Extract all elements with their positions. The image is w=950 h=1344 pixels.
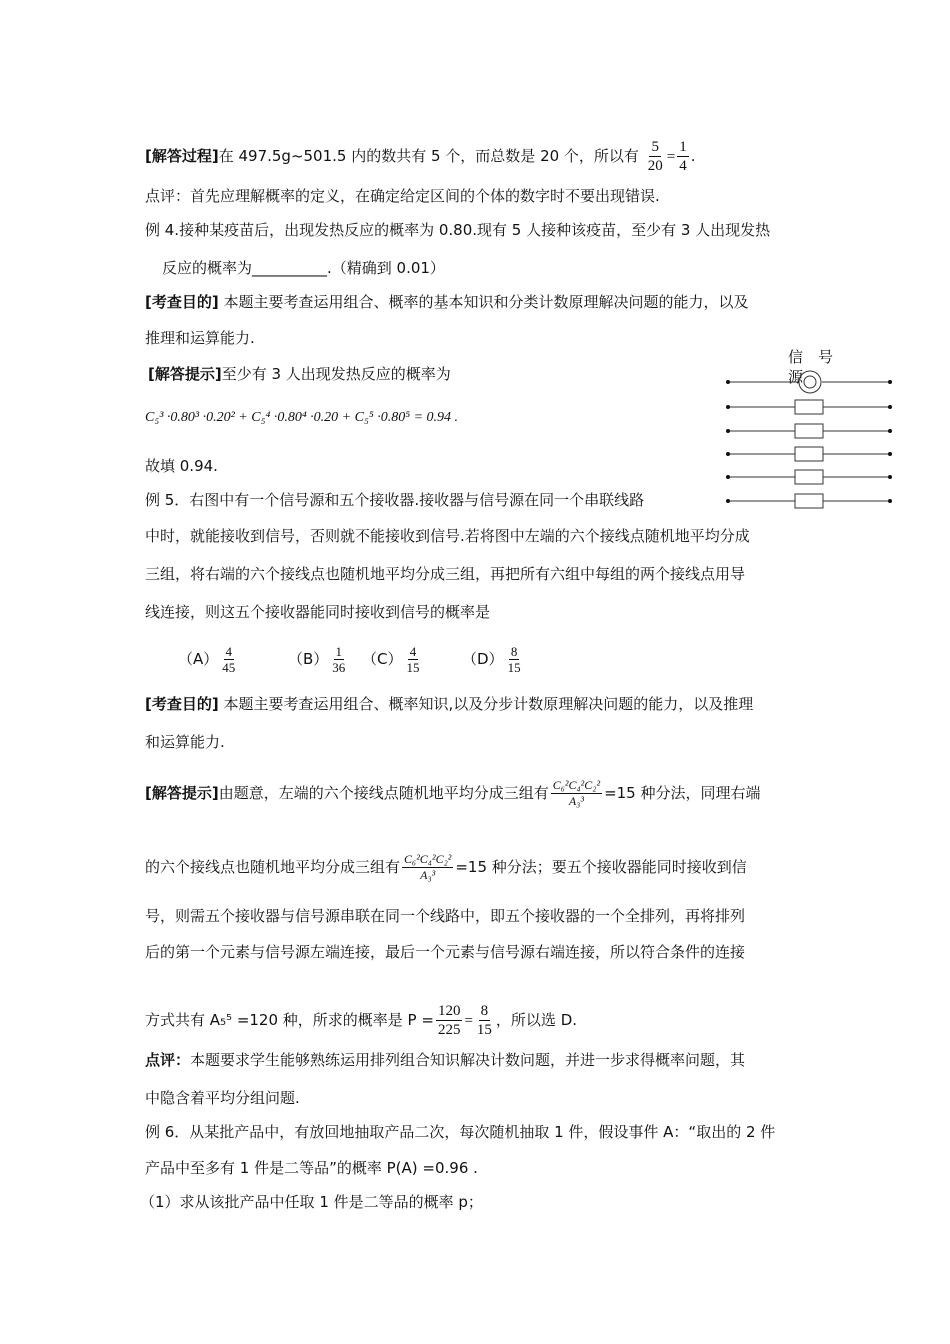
option-a-fraction: $\frac{4}{45}$: [222, 644, 236, 675]
diagram-label-hao: 号: [818, 348, 834, 366]
solution-text: 在 497.5g~501.5 内的数共有 5 个，而总数是 20 个，所以有: [218, 147, 639, 165]
comment-1: 点评：首先应理解概率的定义，在确定给定区间的个体的数字时不要出现错误.: [145, 187, 660, 205]
solution-line: [解答过程]在 497.5g~501.5 内的数共有 5 个，而总数是 20 个，所以有 $\frac{5}{20}$ = $\frac{1}{4}$ .: [145, 139, 696, 174]
receiver-box: [795, 447, 823, 461]
example4-line1: 例 4.接种某疫苗后，出现发热反应的概率为 0.80.现有 5 人接种该疫苗，至少有 3 人出现发热: [145, 221, 771, 239]
option-a: （A） $\frac{4}{45}$: [178, 644, 236, 675]
example6-line3: （1）求从该批产品中任取 1 件是二等品的概率 p；: [140, 1193, 483, 1211]
option-d-fraction: $\frac{8}{15}$: [507, 644, 521, 675]
example4-formula: C₅³ ·0.80³ ·0.20² + C₅⁴ ·0.80⁴ ·0.20 + C₅⁵ ·0.80⁵ = 0.94 .: [145, 410, 459, 425]
option-c-fraction: $\frac{4}{15}$: [406, 644, 420, 675]
example5-hint-2: 的六个接线点也随机地平均分成三组有 $\frac{\text{C₆²C₄²C₂²}}{\text{A₃³}}$ =15 种分法；要五个接收器能同时接收到信: [145, 852, 747, 882]
signal-source-icon: [799, 371, 821, 393]
comment-2-line2: 中隐含着平均分组问题.: [145, 1089, 300, 1107]
fraction-1-4: $\frac{1}{4}$: [679, 139, 687, 174]
prob-fraction-2: $\frac{8}{15}$: [476, 1003, 492, 1038]
example4-purpose: [考查目的] 本题主要考查运用组合、概率的基本知识和分类计数原理解决问题的能力，以及: [145, 293, 749, 311]
option-d: （D） $\frac{8}{15}$: [462, 644, 521, 675]
fraction-5-20: $\frac{5}{20}$: [647, 139, 663, 174]
prob-fraction-1: $\frac{120}{225}$: [437, 1003, 461, 1038]
example4-purpose-2: 推理和运算能力.: [145, 329, 255, 347]
example6-line1: 例 6．从某批产品中，有放回地抽取产品二次，每次随机抽取 1 件，假设事件 A：“取出的 2 件: [145, 1123, 776, 1141]
receiver-box: [795, 494, 823, 508]
terminal-point: [888, 380, 892, 384]
example5-hint-3: 号，则需五个接收器与信号源串联在同一个线路中，即五个接收器的一个全排列，再将排列: [145, 907, 746, 925]
diagram-label-yuan: 源: [788, 368, 804, 386]
example5-line4: 线连接，则这五个接收器能同时接收到信号的概率是: [145, 603, 491, 621]
example5-line1: 例 5．右图中有一个信号源和五个接收器.接收器与信号源在同一个串联线路: [145, 491, 645, 509]
diagram-label-xin: 信: [788, 348, 804, 366]
example5-purpose-2: 和运算能力.: [145, 733, 225, 751]
option-b: （B） $\frac{1}{36}$: [288, 644, 346, 675]
example5-line2: 中时，就能接收到信号，否则就不能接收到信号.若将图中左端的六个接线点随机地平均分成: [145, 527, 750, 545]
example6-line2: 产品中至多有 1 件是二等品”的概率 P(A) =0.96 .: [145, 1159, 478, 1177]
example4-line2: 反应的概率为__________.（精确到 0.01）: [162, 259, 445, 277]
option-c: （C） $\frac{4}{15}$: [362, 644, 420, 675]
receiver-box: [795, 400, 823, 414]
solution-label: [解答过程]: [145, 147, 219, 165]
option-b-fraction: $\frac{1}{36}$: [332, 644, 346, 675]
example4-answer: 故填 0.94.: [145, 457, 218, 475]
example5-line3: 三组，将右端的六个接线点也随机地平均分成三组，再把所有六组中每组的两个接线点用导: [145, 565, 746, 583]
diagram-lines: [720, 340, 900, 520]
example5-hint-1: [解答提示]由题意，左端的六个接线点随机地平均分成三组有 $\frac{\text{C₆²C₄²C₂²}}{\text{A₃³}}$ =15 种分法，同理右端: [145, 778, 761, 808]
example5-purpose: [考查目的] 本题主要考查运用组合、概率知识,以及分步计数原理解决问题的能力，以及推理: [145, 695, 754, 713]
comment-2: 点评：本题要求学生能够熟练运用排列组合知识解决计数问题，并进一步求得概率问题，其: [145, 1051, 746, 1069]
terminal-point: [726, 380, 730, 384]
receiver-box: [795, 424, 823, 438]
receiver-box: [795, 470, 823, 484]
example4-hint: [解答提示]至少有 3 人出现发热反应的概率为: [148, 365, 451, 383]
example5-hint-4: 后的第一个元素与信号源左端连接，最后一个元素与信号源右端连接，所以符合条件的连接: [145, 943, 746, 961]
signal-circuit-diagram: [720, 340, 900, 520]
example5-hint-5: 方式共有 A₅⁵ =120 种，所求的概率是 P = $\frac{120}{225}$ = $\frac{8}{15}$ ，所以选 D.: [145, 1003, 578, 1038]
comb-fraction-1: $\frac{\text{C₆²C₄²C₂²}}{\text{A₃³}}$: [552, 778, 601, 808]
comb-fraction-2: $\frac{\text{C₆²C₄²C₂²}}{\text{A₃³}}$: [404, 852, 452, 882]
